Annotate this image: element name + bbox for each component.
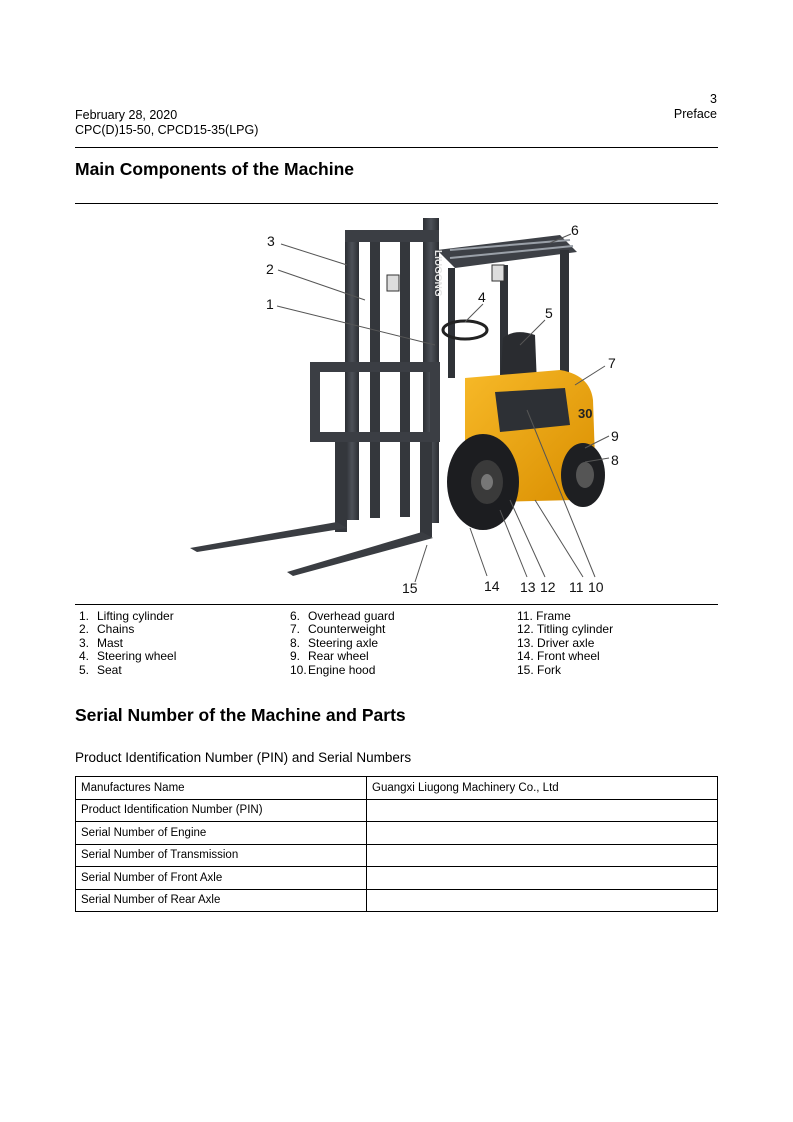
legend-item: 9. Rear wheel xyxy=(290,649,369,664)
serial-number-title: Serial Number of the Machine and Parts xyxy=(75,705,406,725)
legend-item: 15. Fork xyxy=(517,662,562,677)
main-components-title: Main Components of the Machine xyxy=(75,159,355,179)
callout-1: 1 xyxy=(266,296,274,312)
row-value xyxy=(367,867,718,890)
legend-item: 7. Counterweight xyxy=(290,622,386,637)
callout-6: 6 xyxy=(571,222,579,238)
legend-col-3 xyxy=(517,610,613,677)
callout-9: 9 xyxy=(611,428,619,444)
capacity-mark: 30 xyxy=(578,406,593,421)
callout-4: 4 xyxy=(478,289,486,305)
mast-brand-text: LIUGONG xyxy=(432,250,443,297)
callout-7: 7 xyxy=(608,355,616,371)
row-label: Serial Number of Front Axle xyxy=(76,867,367,890)
row-label: Product Identification Number (PIN) xyxy=(76,799,367,822)
document-header-right xyxy=(674,92,717,122)
header-date: February 28, 2020 xyxy=(75,108,178,122)
legend-item: 2. Chains xyxy=(79,622,135,637)
row-label: Serial Number of Rear Axle xyxy=(76,889,367,912)
row-value xyxy=(367,822,718,845)
legend-item: 1. Lifting cylinder xyxy=(79,609,174,623)
table-row xyxy=(76,799,718,822)
callout-10: 10 xyxy=(588,579,604,595)
legend-col-2 xyxy=(290,610,395,677)
legend-item: 14. Front wheel xyxy=(517,649,600,664)
callout-3: 3 xyxy=(267,233,275,249)
table-row xyxy=(76,822,718,845)
row-label: Manufactures Name xyxy=(76,777,367,800)
callout-11: 11 xyxy=(569,579,584,595)
fork-right-shape xyxy=(287,532,433,576)
legend-item: 11. Frame xyxy=(517,609,571,623)
table-row xyxy=(76,777,718,800)
forklift-figure xyxy=(165,210,625,600)
row-label: Serial Number of Transmission xyxy=(76,844,367,867)
pin-subtitle: Product Identification Number (PIN) and Serial Numbers xyxy=(75,750,412,765)
legend-item: 13. Driver axle xyxy=(517,635,595,650)
pin-table xyxy=(75,776,718,912)
callout-2: 2 xyxy=(266,261,274,277)
callout-14: 14 xyxy=(484,578,500,594)
legend-col-1 xyxy=(79,610,176,677)
callout-12: 12 xyxy=(540,579,556,595)
row-value xyxy=(367,799,718,822)
row-label: Serial Number of Engine xyxy=(76,822,367,845)
engine-hood-shape xyxy=(495,388,570,432)
table-row xyxy=(76,867,718,890)
legend-item: 12. Titling cylinder xyxy=(517,622,614,637)
legend-item: 3. Mast xyxy=(79,635,124,650)
callout-15: 15 xyxy=(402,580,418,596)
legend-item: 8. Steering axle xyxy=(290,635,379,650)
fork-left-shape xyxy=(190,522,347,552)
header-models: CPC(D)15-50, CPCD15-35(LPG) xyxy=(75,123,259,137)
legend-item: 5. Seat xyxy=(79,662,122,677)
title-rule xyxy=(75,203,718,204)
row-value xyxy=(367,844,718,867)
document-header-left xyxy=(75,108,258,138)
row-value: Guangxi Liugong Machinery Co., Ltd xyxy=(367,777,718,800)
callout-13: 13 xyxy=(520,579,536,595)
row-value xyxy=(367,889,718,912)
section-name: Preface xyxy=(673,107,717,121)
legend-item: 10.Engine hood xyxy=(290,662,376,677)
figure-rule xyxy=(75,604,718,605)
table-row xyxy=(76,844,718,867)
legend-item: 4. Steering wheel xyxy=(79,649,177,664)
page-number: 3 xyxy=(710,92,717,106)
callout-8: 8 xyxy=(611,452,619,468)
table-row xyxy=(76,889,718,912)
forklift-illustration xyxy=(165,210,625,600)
header-rule xyxy=(75,147,718,148)
callout-5: 5 xyxy=(545,305,553,321)
legend-item: 6. Overhead guard xyxy=(290,609,395,623)
